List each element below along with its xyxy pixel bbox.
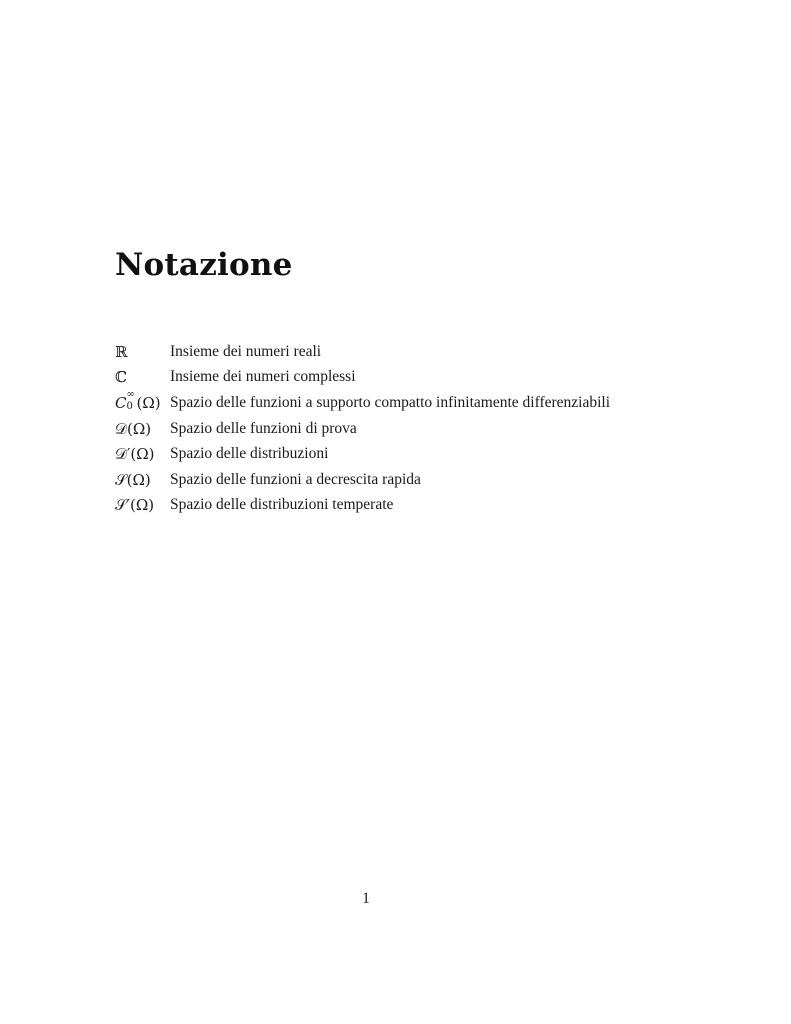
notation-description: Insieme dei numeri complessi xyxy=(170,368,356,386)
symbol-scripts xyxy=(126,389,136,413)
notation-description: Spazio delle distribuzioni temperate xyxy=(170,496,394,514)
notation-row-complex xyxy=(115,365,610,391)
notation-symbol: ℂ xyxy=(115,368,127,387)
symbol-base: C xyxy=(115,394,127,413)
chapter-title: Notazione xyxy=(115,247,293,283)
notation-description: Spazio delle funzioni di prova xyxy=(170,419,357,437)
symbol-argument: (Ω) xyxy=(136,394,161,413)
symbol-superscript: ∞ xyxy=(126,389,135,401)
notation-description: Spazio delle distribuzioni xyxy=(170,445,329,463)
notation-symbol: 𝒮(Ω) xyxy=(115,470,151,489)
notation-row-c0-infinity xyxy=(115,390,610,416)
notation-row-test-functions xyxy=(115,416,610,442)
notation-row-tempered xyxy=(115,493,610,519)
notation-symbol xyxy=(115,389,170,413)
notation-list xyxy=(115,339,610,518)
notation-symbol: 𝒮′(Ω) xyxy=(115,496,155,515)
symbol-subscript: 0 xyxy=(126,401,133,413)
notation-symbol: ℝ xyxy=(115,342,128,361)
notation-symbol: 𝒟′(Ω) xyxy=(115,445,155,464)
page-number: 1 xyxy=(362,890,370,907)
notation-row-schwartz xyxy=(115,467,610,493)
notation-description: Spazio delle funzioni a supporto compatto infinitamente differenziabili xyxy=(170,393,611,411)
notation-row-reals xyxy=(115,339,610,365)
notation-row-distributions xyxy=(115,441,610,467)
notation-description: Insieme dei numeri reali xyxy=(170,342,322,360)
notation-description: Spazio delle funzioni a decrescita rapida xyxy=(170,470,421,488)
notation-symbol: 𝒟(Ω) xyxy=(115,419,152,438)
